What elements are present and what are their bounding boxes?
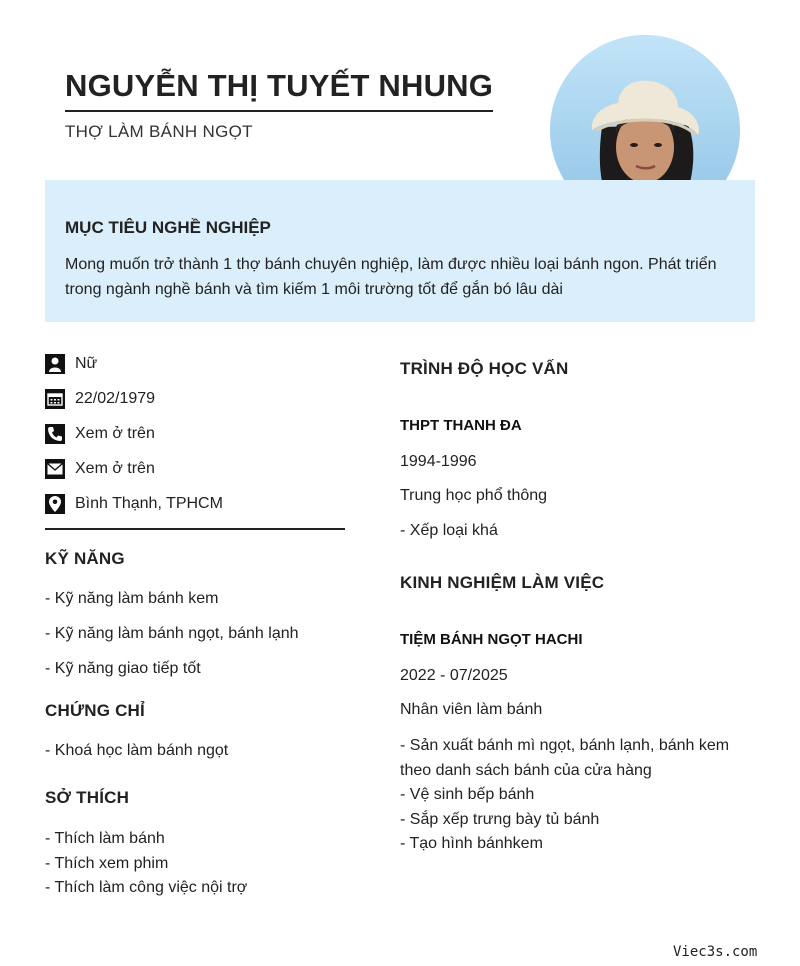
skills-title: KỸ NĂNG	[45, 549, 125, 568]
education-grade: - Xếp loại khá	[400, 522, 498, 539]
email-value: Xem ở trên	[75, 459, 155, 477]
contact-gender	[45, 346, 345, 381]
contact-address	[45, 486, 345, 521]
objective-text: Mong muốn trở thành 1 thợ bánh chuyên nghiệp, làm được nhiều loại bánh ngon. Phát triển trong ngành nghề bánh và tìm kiếm 1 môi trường tốt để gắn bó lâu dài	[65, 256, 717, 298]
education-level: Trung học phổ thông	[400, 487, 548, 504]
duty-item: - Sản xuất bánh mì ngọt, bánh lạnh, bánh kem theo danh sách bánh của cửa hàng	[400, 737, 730, 779]
skill-item: - Kỹ năng làm bánh ngọt, bánh lạnh	[45, 625, 299, 642]
person-icon	[45, 354, 65, 374]
education-school: THPT THANH ĐA	[400, 417, 522, 434]
contact-divider	[45, 528, 345, 530]
contact-info	[45, 346, 345, 521]
phone-value: Xem ở trên	[75, 424, 155, 442]
calendar-icon	[45, 389, 65, 409]
objective-title: MỤC TIÊU NGHỀ NGHIỆP	[65, 218, 271, 237]
site-watermark: Viec3s.com	[673, 944, 758, 960]
education-period: 1994-1996	[400, 453, 477, 470]
duty-item: - Tạo hình bánhkem	[400, 835, 543, 852]
mail-icon	[45, 459, 65, 479]
cv-header	[65, 68, 494, 142]
education-title: TRÌNH ĐỘ HỌC VẤN	[400, 359, 569, 378]
duty-item: - Vệ sinh bếp bánh	[400, 786, 535, 803]
contact-email	[45, 451, 345, 486]
candidate-name: NGUYỄN THỊ TUYẾT NHUNG	[65, 68, 493, 112]
hobby-item: - Thích làm công việc nội trợ	[45, 879, 248, 896]
duty-item: - Sắp xếp trưng bày tủ bánh	[400, 810, 600, 828]
certificates-title: CHỨNG CHỈ	[45, 701, 145, 720]
hobby-item: - Thích làm bánh	[45, 830, 165, 847]
career-objective-section	[45, 180, 755, 322]
certificate-item: - Khoá học làm bánh ngọt	[45, 742, 229, 759]
gender-value: Nữ	[75, 354, 98, 372]
address-value: Bình Thạnh, TPHCM	[75, 494, 223, 512]
experience-position: Nhân viên làm bánh	[400, 701, 543, 718]
hobby-item: - Thích xem phim	[45, 854, 169, 872]
location-pin-icon	[45, 494, 65, 514]
contact-birthday	[45, 381, 345, 416]
birthday-value: 22/02/1979	[75, 389, 156, 407]
job-title: THỢ LÀM BÁNH NGỌT	[65, 122, 253, 141]
experience-company: TIỆM BÁNH NGỌT HACHI	[400, 631, 583, 648]
hobbies-list	[45, 827, 247, 901]
experience-title: KINH NGHIỆM LÀM VIỆC	[400, 573, 605, 592]
experience-duties	[400, 734, 760, 857]
contact-phone	[45, 416, 345, 451]
hobbies-title: SỞ THÍCH	[45, 788, 130, 807]
skill-item: - Kỹ năng giao tiếp tốt	[45, 660, 201, 677]
skill-item: - Kỹ năng làm bánh kem	[45, 590, 219, 607]
phone-icon	[45, 424, 65, 444]
experience-period: 2022 - 07/2025	[400, 667, 508, 684]
